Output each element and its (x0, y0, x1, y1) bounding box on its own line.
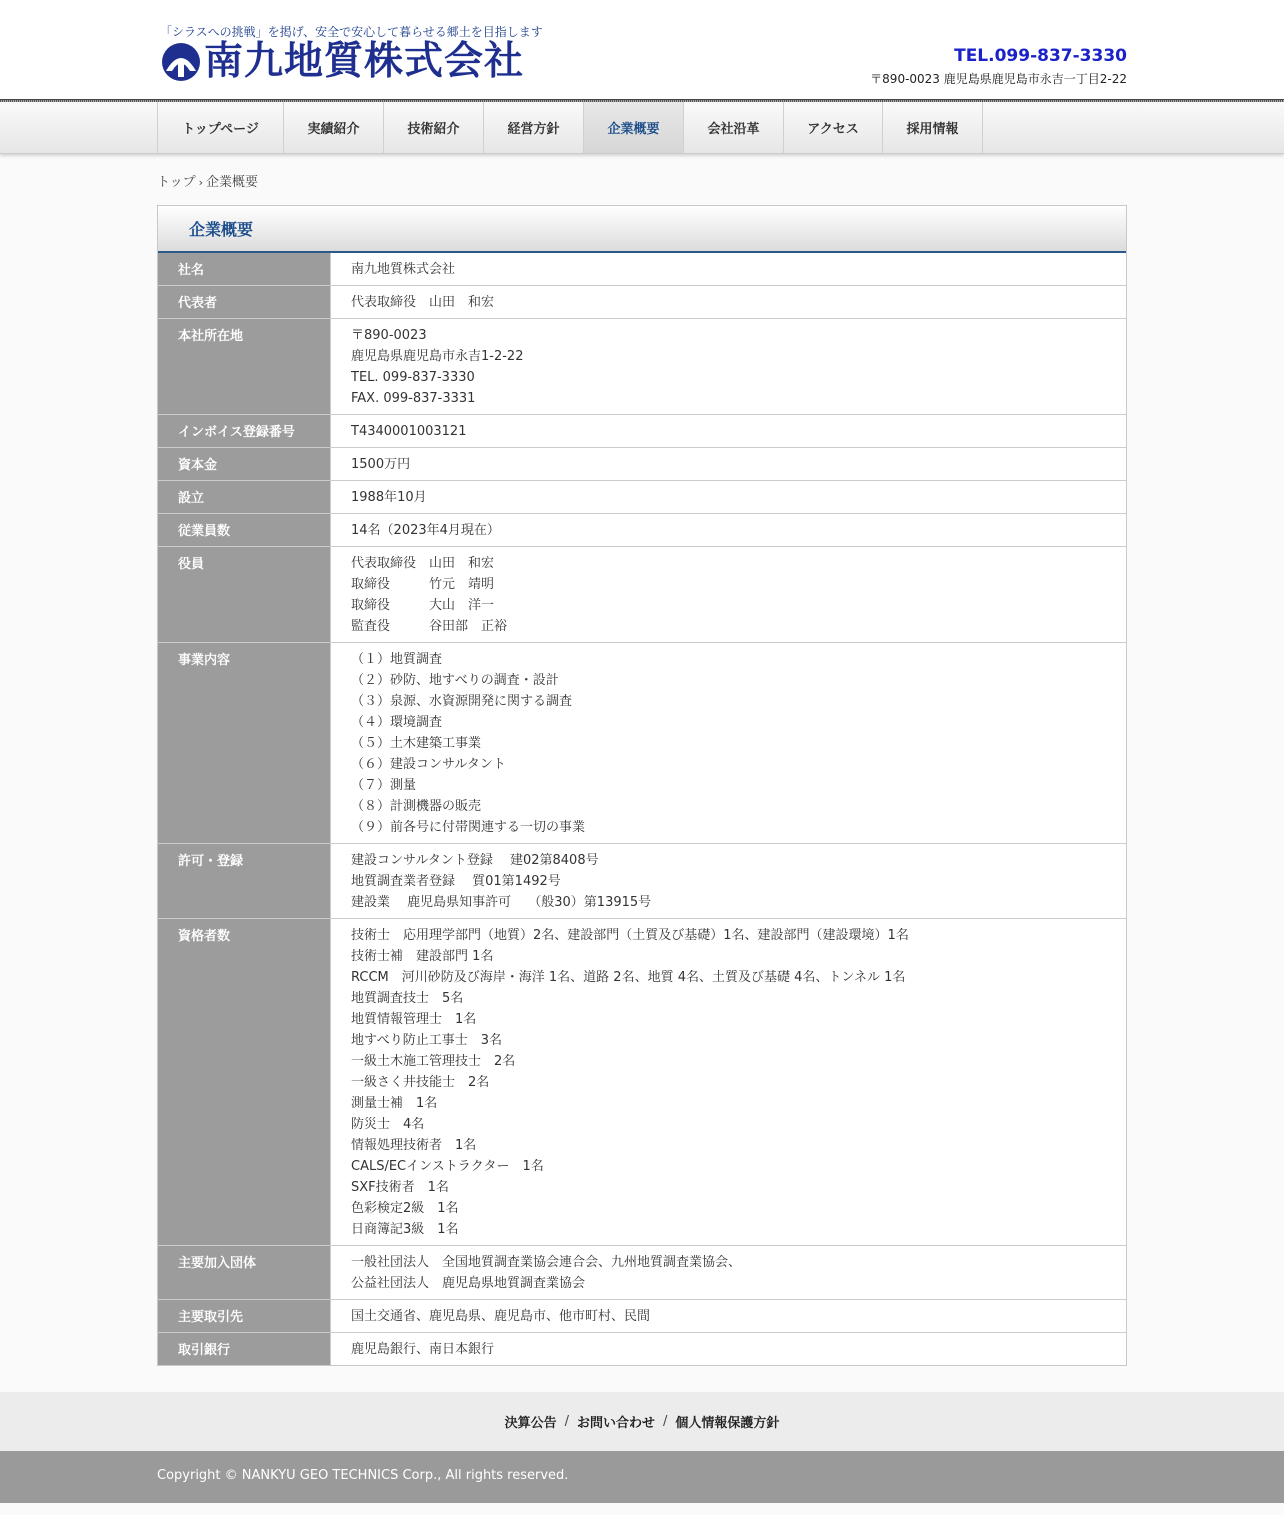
company-logo-icon (160, 41, 202, 83)
nav-item[interactable]: 会社沿革 (684, 102, 784, 153)
row-label: 資格者数 (158, 919, 331, 1245)
footer-separator: / (564, 1414, 569, 1429)
row-value-line: T4340001003121 (351, 424, 467, 439)
row-value (331, 415, 1126, 447)
row-value-line: 一般社団法人 全国地質調査業協会連合会、九州地質調査業協会、 (351, 1255, 742, 1270)
copyright-bar (0, 1451, 1284, 1503)
table-row (158, 448, 1126, 481)
row-value-line: 鹿児島県鹿児島市永吉1-2-22 (351, 349, 524, 364)
row-value-line: RCCM 河川砂防及び海岸・海洋 1名、道路 2名、地質 4名、土質及び基礎 4名、トンネル 1名 (351, 970, 906, 985)
row-value-line: 監査役 谷田部 正裕 (351, 619, 508, 634)
row-value (331, 919, 1126, 1245)
row-value-line: CALS/ECインストラクター 1名 (351, 1159, 544, 1174)
row-label: 許可・登録 (158, 844, 331, 918)
footer-link-financial[interactable]: 決算公告 (504, 1416, 557, 1431)
row-value-line: 日商簿記3級 1名 (351, 1222, 459, 1237)
row-value-line: （４）環境調査 (351, 715, 443, 730)
row-value-line: 情報処理技術者 1名 (351, 1138, 477, 1153)
table-row (158, 514, 1126, 547)
row-value (331, 547, 1126, 642)
row-value-line: 建設コンサルタント登録 建02第8408号 (351, 853, 599, 868)
row-value-line: 取締役 大山 洋一 (351, 598, 495, 613)
row-value-line: 1500万円 (351, 457, 411, 472)
breadcrumb-home-link[interactable]: トップ (157, 175, 196, 190)
breadcrumb-current: 企業概要 (206, 175, 259, 190)
row-value (331, 319, 1126, 414)
site-header (0, 0, 1284, 99)
breadcrumb-separator: › (198, 176, 204, 189)
row-value (331, 481, 1126, 513)
row-value-line: 防災士 4名 (351, 1117, 425, 1132)
row-value-line: 地すべり防止工事士 3名 (351, 1033, 503, 1048)
table-row (158, 919, 1126, 1246)
row-value-line: 1988年10月 (351, 490, 427, 505)
row-value-line: （９）前各号に付帯関連する一切の事業 (351, 820, 586, 835)
row-value-line: SXF技術者 1名 (351, 1180, 449, 1195)
footer-separator: / (663, 1414, 668, 1429)
tagline: 「シラスへの挑戦」を掲げ、安全で安心して暮らせる郷土を目指します (160, 25, 543, 39)
row-value (331, 1333, 1126, 1365)
footer-links (0, 1392, 1284, 1451)
row-value-line: （２）砂防、地すべりの調査・設計 (351, 673, 559, 688)
nav-item[interactable]: 経営方針 (484, 102, 584, 153)
row-value-line: 公益社団法人 鹿児島県地質調査業協会 (351, 1276, 586, 1291)
row-label: 設立 (158, 481, 331, 513)
row-value (331, 1300, 1126, 1332)
table-row (158, 1246, 1126, 1300)
nav-item[interactable]: 企業概要 (584, 102, 684, 153)
global-nav (0, 102, 1284, 154)
row-label: 主要加入団体 (158, 1246, 331, 1299)
breadcrumb (157, 154, 1127, 205)
footer-link-privacy[interactable]: 個人情報保護方針 (675, 1416, 780, 1431)
row-value-line: 14名（2023年4月現在） (351, 523, 500, 538)
row-value-line: 技術士補 建設部門 1名 (351, 949, 494, 964)
row-value-line: 技術士 応用理学部門（地質）2名、建設部門（土質及び基礎）1名、建設部門（建設環境）1名 (351, 928, 909, 943)
tel-number[interactable]: TEL.099-837-3330 (954, 46, 1127, 66)
row-value-line: （３）泉源、水資源開発に関する調査 (351, 694, 573, 709)
table-row (158, 319, 1126, 415)
row-value-line: 色彩検定2級 1名 (351, 1201, 459, 1216)
row-label: インボイス登録番号 (158, 415, 331, 447)
logo[interactable] (160, 40, 524, 84)
row-value-line: （１）地質調査 (351, 652, 443, 667)
row-value-line: 取締役 竹元 靖明 (351, 577, 495, 592)
company-info-table (158, 253, 1126, 1365)
row-value (331, 448, 1126, 480)
nav-item[interactable]: トップページ (158, 102, 284, 153)
row-value-line: 〒890-0023 (351, 328, 427, 343)
row-label: 資本金 (158, 448, 331, 480)
nav-item[interactable]: アクセス (784, 102, 883, 153)
row-value-line: 地質調査技士 5名 (351, 991, 464, 1006)
row-label: 役員 (158, 547, 331, 642)
row-value-line: （８）計測機器の販売 (351, 799, 482, 814)
table-row (158, 643, 1126, 844)
company-overview-panel (157, 205, 1127, 1366)
row-value-line: （６）建設コンサルタント (351, 757, 506, 772)
panel-title: 企業概要 (158, 206, 1126, 253)
row-value-line: 国土交通省、鹿児島県、鹿児島市、他市町村、民間 (351, 1309, 651, 1324)
nav-item[interactable]: 技術紹介 (384, 102, 484, 153)
table-row (158, 286, 1126, 319)
row-value-line: 代表取締役 山田 和宏 (351, 556, 495, 571)
row-label: 本社所在地 (158, 319, 331, 414)
table-row (158, 1333, 1126, 1365)
row-value (331, 643, 1126, 843)
row-value-line: TEL. 099-837-3330 (351, 370, 475, 385)
row-value-line: FAX. 099-837-3331 (351, 391, 476, 406)
row-value-line: （５）土木建築工事業 (351, 736, 482, 751)
table-row (158, 1300, 1126, 1333)
table-row (158, 415, 1126, 448)
row-label: 社名 (158, 253, 331, 285)
row-value (331, 514, 1126, 546)
table-row (158, 547, 1126, 643)
copyright-text: Copyright © NANKYU GEO TECHNICS Corp., All rights reserved. (157, 1468, 569, 1483)
row-value (331, 844, 1126, 918)
row-value (331, 286, 1126, 318)
table-row (158, 844, 1126, 919)
row-label: 従業員数 (158, 514, 331, 546)
footer-link-contact[interactable]: お問い合わせ (576, 1416, 655, 1431)
row-label: 事業内容 (158, 643, 331, 843)
row-value-line: 地質情報管理士 1名 (351, 1012, 477, 1027)
row-value-line: 地質調査業者登録 質01第1492号 (351, 874, 561, 889)
header-address: 〒890-0023 鹿児島県鹿児島市永吉一丁目2-22 (870, 72, 1127, 86)
company-name: 南九地質株式会社 (204, 39, 525, 84)
row-value (331, 1246, 1126, 1299)
row-value-line: 鹿児島銀行、南日本銀行 (351, 1342, 495, 1357)
row-value-line: 一級土木施工管理技士 2名 (351, 1054, 516, 1069)
row-label: 主要取引先 (158, 1300, 331, 1332)
row-label: 取引銀行 (158, 1333, 331, 1365)
table-row (158, 481, 1126, 514)
row-value-line: 南九地質株式会社 (351, 262, 456, 277)
row-label: 代表者 (158, 286, 331, 318)
row-value-line: 測量士補 1名 (351, 1096, 438, 1111)
nav-item[interactable]: 実績紹介 (284, 102, 384, 153)
row-value (331, 253, 1126, 285)
row-value-line: （７）測量 (351, 778, 417, 793)
nav-item[interactable]: 採用情報 (883, 102, 983, 153)
row-value-line: 代表取締役 山田 和宏 (351, 295, 495, 310)
table-row (158, 253, 1126, 286)
row-value-line: 建設業 鹿児島県知事許可 （般30）第13915号 (351, 895, 652, 910)
row-value-line: 一級さく井技能士 2名 (351, 1075, 490, 1090)
